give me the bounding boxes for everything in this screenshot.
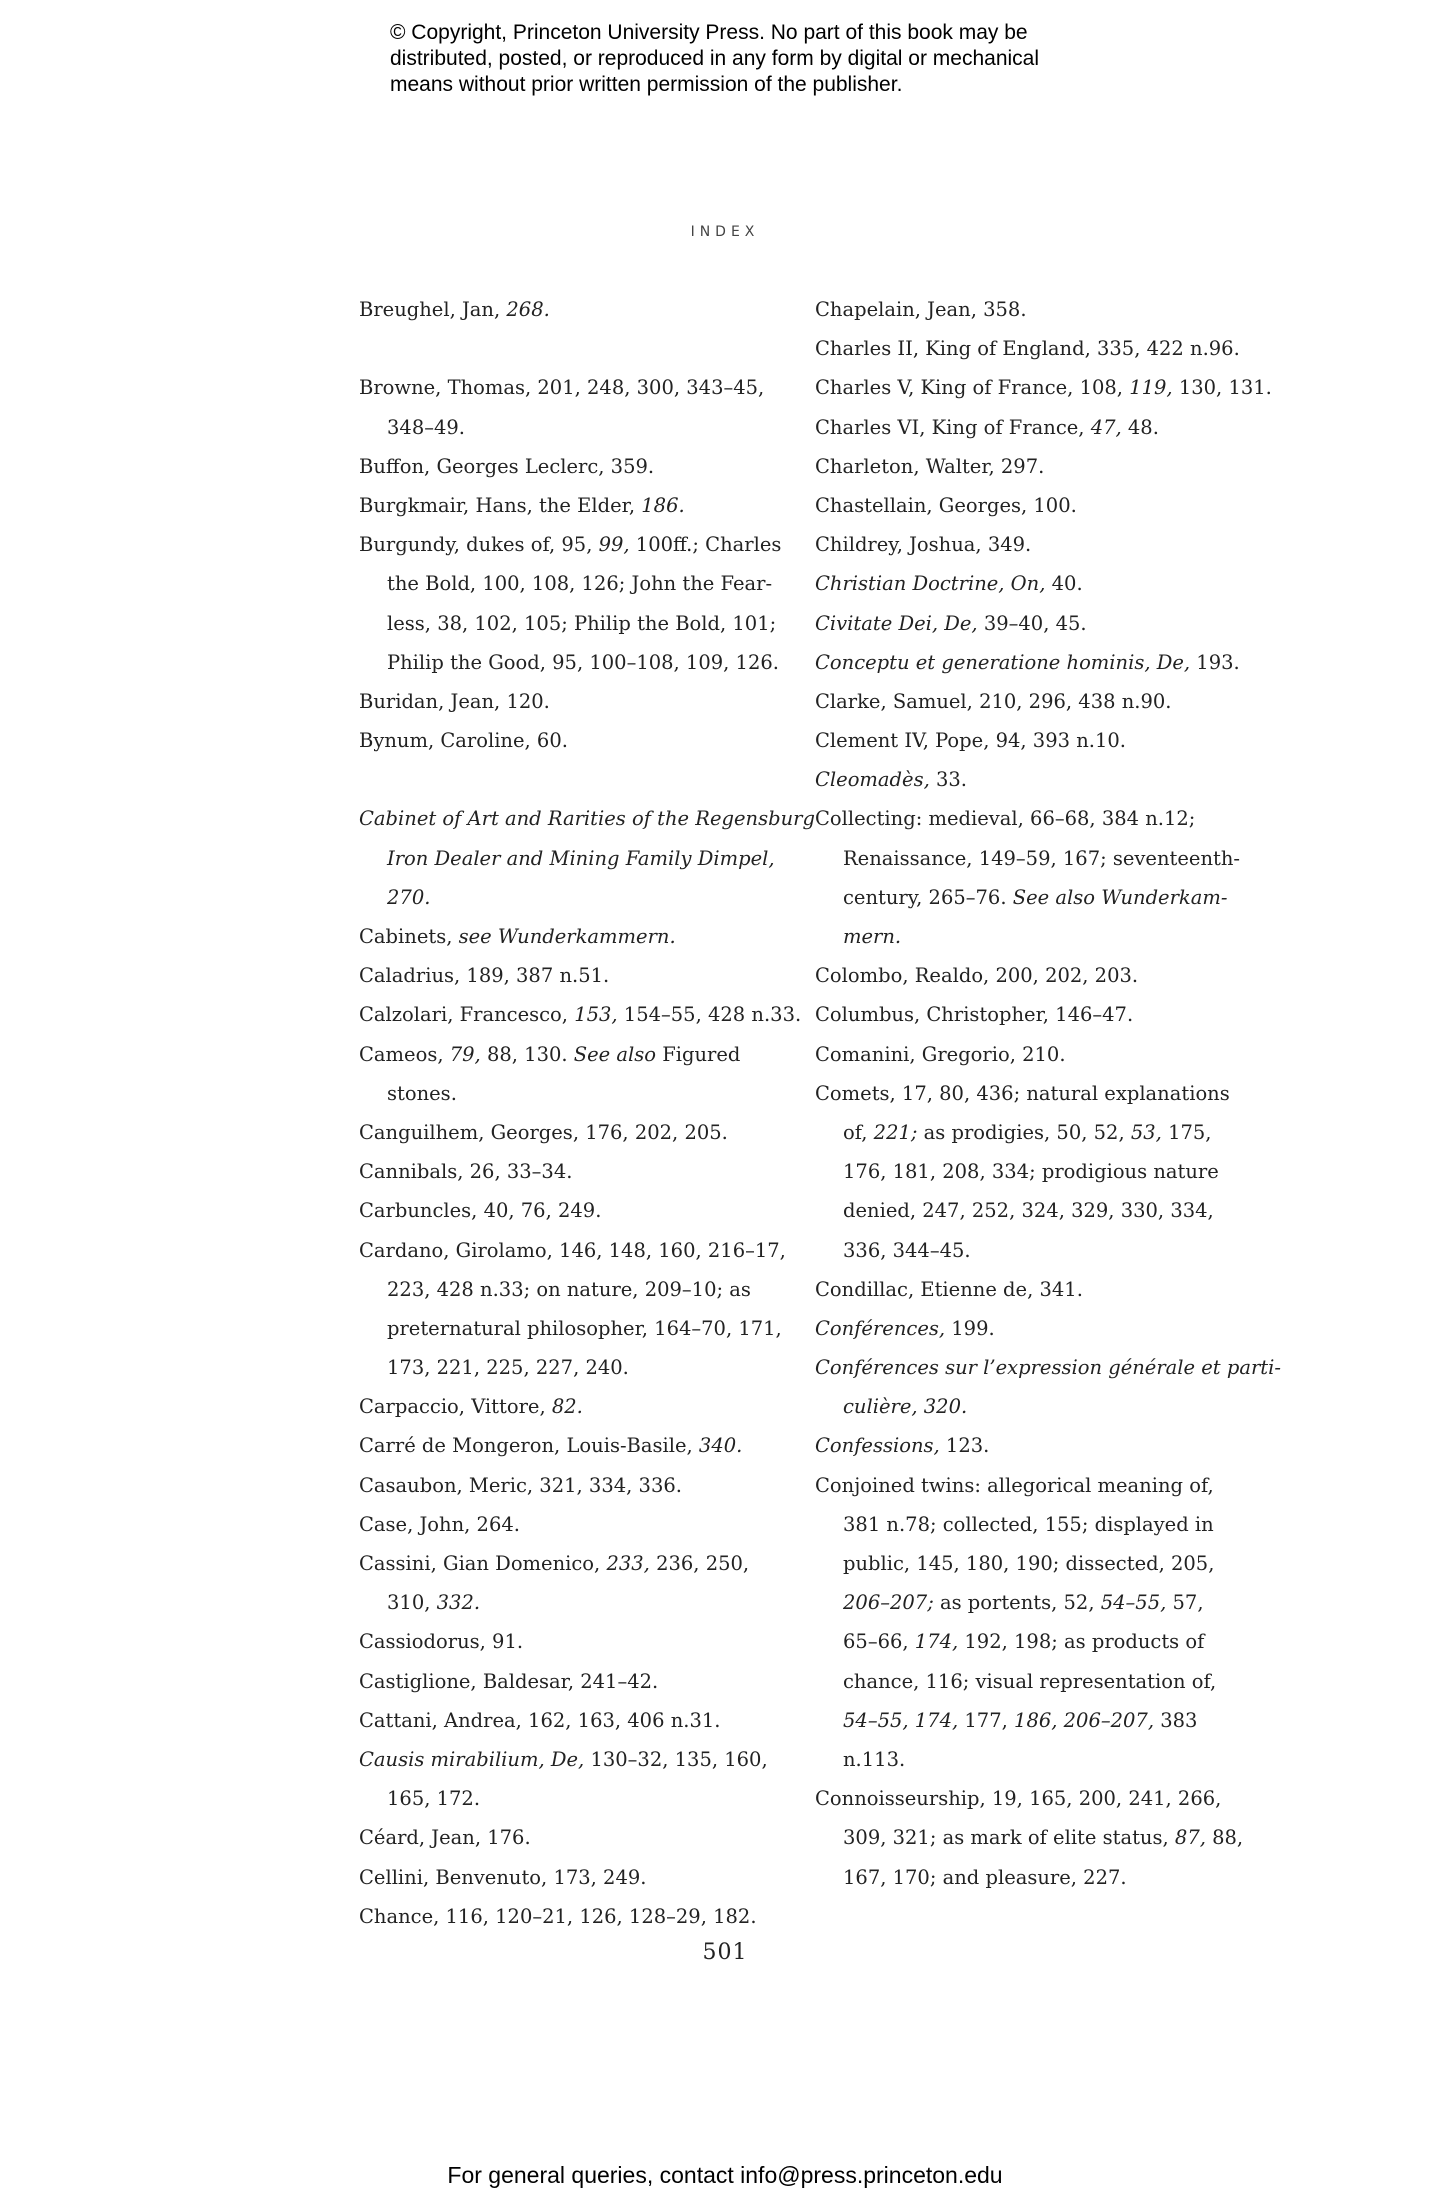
entry-gap: [359, 329, 779, 368]
index-text-segment: 383: [1154, 1708, 1198, 1732]
index-text-segment: Conférences sur l’expression générale et parti-: [815, 1356, 1281, 1380]
index-entry-line: [359, 1701, 779, 1740]
index-entry-continuation: [815, 1152, 1235, 1191]
index-entry-line: [359, 682, 779, 721]
index-text-segment: Confessions,: [815, 1434, 940, 1458]
index-text-segment: Clement IV, Pope, 94, 393 n.10.: [815, 729, 1126, 753]
index-entry-line: [815, 760, 1235, 799]
index-text-segment: 173, 221, 225, 227, 240.: [387, 1356, 629, 1380]
index-text-segment: public, 145, 180, 190; dissected, 205,: [843, 1552, 1215, 1575]
index-text-segment: 165, 172.: [387, 1787, 481, 1811]
index-text-segment: Iron Dealer and Mining Family Dimpel,: [387, 846, 775, 870]
index-text-segment: of,: [843, 1120, 874, 1144]
index-text-segment: 233,: [606, 1552, 650, 1575]
index-entry-line: [359, 368, 779, 407]
index-text-segment: Comets, 17, 80, 436; natural explanations: [815, 1081, 1230, 1105]
index-text-segment: 174,: [914, 1630, 959, 1654]
index-entry-line: [815, 604, 1235, 643]
index-text-segment: Carbuncles, 40, 76, 249.: [359, 1199, 602, 1223]
index-text-segment: Cellini, Benvenuto, 173, 249.: [359, 1865, 647, 1889]
index-entry-line: [815, 799, 1235, 838]
index-text-segment: Philip the Good, 95, 100–108, 109, 126.: [387, 650, 779, 674]
index-text-segment: Conférences,: [815, 1316, 946, 1340]
index-entry-line: [815, 447, 1235, 486]
index-text-segment: Carpaccio, Vittore,: [359, 1395, 552, 1419]
index-entry-continuation: [359, 604, 779, 643]
index-entry-continuation: [359, 1074, 779, 1113]
index-text-segment: Collecting: medieval, 66–68, 384 n.12;: [815, 807, 1196, 831]
index-entry-line: [359, 1191, 779, 1230]
index-entry-line: [815, 1035, 1235, 1074]
index-text-segment: Buffon, Georges Leclerc, 359.: [359, 454, 655, 478]
index-entry-continuation: [359, 839, 779, 878]
index-text-segment: 186.: [641, 493, 685, 517]
index-entry-line: [359, 1035, 779, 1074]
index-text-segment: century, 265–76.: [843, 885, 1013, 909]
index-entry-continuation: [359, 643, 779, 682]
index-text-segment: 223, 428 n.33; on nature, 209–10; as: [387, 1277, 751, 1301]
index-text-segment: Cassiodorus, 91.: [359, 1630, 524, 1654]
index-text-segment: 54–55,: [1100, 1591, 1167, 1615]
index-text-segment: 100ff.; Charles: [629, 533, 782, 557]
index-text-segment: 65–66,: [843, 1630, 915, 1654]
index-text-segment: 381 n.78; collected, 155; displayed in: [843, 1512, 1214, 1536]
index-entry-line: [815, 564, 1235, 603]
index-entry-continuation: [815, 917, 1235, 956]
copyright-notice: [390, 20, 1190, 98]
index-text-segment: Charles VI, King of France,: [815, 415, 1091, 439]
index-text-segment: 309, 321; as mark of elite status,: [843, 1826, 1175, 1850]
index-text-segment: See also Wunderkam-: [1012, 885, 1228, 909]
index-text-segment: 82.: [551, 1395, 583, 1419]
index-entry-continuation: [359, 1583, 779, 1622]
index-entry-continuation: [359, 878, 779, 917]
index-entry-line: [359, 1426, 779, 1465]
index-text-segment: 48.: [1121, 415, 1159, 439]
index-text-segment: 336, 344–45.: [843, 1238, 971, 1262]
index-text-segment: Cabinet of Art and Rarities of the Regensburg: [359, 807, 815, 831]
index-text-segment: 154–55, 428 n.33.: [617, 1003, 802, 1027]
index-entry-line: [359, 721, 779, 760]
index-entry-line: [359, 290, 779, 329]
index-entry-line: [815, 1074, 1235, 1113]
running-head: INDEX: [690, 224, 760, 240]
index-entry-continuation: [815, 1701, 1235, 1740]
index-entry-continuation: [815, 1113, 1235, 1152]
index-entry-line: [815, 995, 1235, 1034]
index-text-segment: Cleomadès,: [815, 768, 930, 792]
index-entry-line: [359, 799, 815, 838]
entry-gap: [359, 760, 779, 799]
index-text-segment: n.113.: [843, 1747, 906, 1771]
index-text-segment: less, 38, 102, 105; Philip the Bold, 101;: [387, 611, 777, 635]
index-text-segment: Charles II, King of England, 335, 422 n.96.: [815, 337, 1240, 361]
index-text-segment: 199.: [945, 1316, 995, 1340]
index-text-segment: 99,: [598, 533, 630, 557]
index-text-segment: 79,: [449, 1042, 481, 1066]
index-text-segment: Calzolari, Francesco,: [359, 1003, 575, 1027]
index-text-segment: Charles V, King of France, 108,: [815, 376, 1130, 400]
index-entry-line: [815, 682, 1235, 721]
index-text-segment: 192, 198; as products of: [958, 1630, 1205, 1654]
index-text-segment: 176, 181, 208, 334; prodigious nature: [843, 1160, 1219, 1184]
page-number: 501: [702, 1940, 748, 1965]
index-entry-line: [359, 1740, 779, 1779]
index-text-segment: mern.: [843, 925, 902, 948]
index-entry-line: [359, 1113, 779, 1152]
index-entry-line: [359, 956, 779, 995]
index-text-segment: Charleton, Walter, 297.: [815, 454, 1045, 478]
index-text-segment: Chapelain, Jean, 358.: [815, 298, 1027, 321]
index-text-segment: Columbus, Christopher, 146–47.: [815, 1003, 1134, 1027]
index-entry-continuation: [359, 1309, 782, 1348]
index-text-segment: 130, 131.: [1172, 376, 1272, 400]
index-entry-line: [359, 447, 779, 486]
index-entry-continuation: [815, 1544, 1235, 1583]
index-column-right: [815, 290, 1281, 1897]
index-text-segment: 54–55, 174,: [843, 1708, 959, 1732]
index-entry-line: [359, 995, 802, 1034]
index-text-segment: 175,: [1161, 1120, 1212, 1144]
index-text-segment: 221;: [873, 1120, 918, 1144]
index-entry-line: [815, 1466, 1235, 1505]
index-entry-continuation: [359, 1348, 779, 1387]
index-entry-line: [815, 1348, 1281, 1387]
index-text-segment: Conceptu et generatione hominis, De,: [815, 650, 1191, 674]
copyright-line: means without prior written permission of the publisher.: [390, 73, 903, 96]
index-entry-continuation: [359, 564, 779, 603]
index-text-segment: 88,: [1205, 1826, 1244, 1850]
index-entry-continuation: [815, 1858, 1235, 1897]
index-text-segment: 53,: [1130, 1120, 1162, 1144]
index-text-segment: Chastellain, Georges, 100.: [815, 493, 1077, 517]
index-text-segment: Cassini, Gian Domenico,: [359, 1552, 607, 1575]
index-entry-line: [359, 1622, 779, 1661]
index-entry-continuation: [815, 1387, 1235, 1426]
index-text-segment: as portents, 52,: [933, 1591, 1101, 1615]
index-text-segment: 130–32, 135, 160,: [584, 1747, 768, 1771]
index-text-segment: Connoisseurship, 19, 165, 200, 241, 266,: [815, 1787, 1222, 1811]
index-text-segment: 119,: [1129, 376, 1173, 400]
index-text-segment: 193.: [1190, 650, 1240, 674]
index-column-left: [359, 290, 815, 1936]
index-entry-line: [815, 1426, 1235, 1465]
index-text-segment: Comanini, Gregorio, 210.: [815, 1042, 1066, 1066]
index-entry-line: [359, 525, 782, 564]
index-text-segment: Causis mirabilium, De,: [359, 1747, 585, 1771]
index-text-segment: Buridan, Jean, 120.: [359, 689, 550, 713]
index-text-segment: Clarke, Samuel, 210, 296, 438 n.90.: [815, 689, 1172, 713]
index-text-segment: stones.: [387, 1081, 457, 1105]
index-text-segment: see Wunderkammern.: [458, 925, 676, 948]
index-text-segment: Christian Doctrine, On,: [815, 572, 1046, 596]
copyright-line: distributed, posted, or reproduced in any form by digital or mechanical: [390, 47, 1040, 70]
index-text-segment: 39–40, 45.: [977, 611, 1087, 635]
index-entry-line: [359, 1466, 779, 1505]
index-text-segment: Caladrius, 189, 387 n.51.: [359, 964, 610, 988]
index-text-segment: Conjoined twins: allegorical meaning of,: [815, 1473, 1214, 1497]
index-text-segment: 177,: [958, 1708, 1015, 1732]
index-entry-continuation: [815, 878, 1235, 917]
index-text-segment: Browne, Thomas, 201, 248, 300, 343–45,: [359, 376, 765, 400]
index-entry-continuation: [815, 1740, 1235, 1779]
index-text-segment: 340.: [698, 1434, 743, 1458]
index-text-segment: Colombo, Realdo, 200, 202, 203.: [815, 964, 1139, 988]
index-text-segment: Figured: [656, 1042, 741, 1066]
index-text-segment: 57,: [1166, 1591, 1204, 1615]
index-text-segment: Burgkmair, Hans, the Elder,: [359, 493, 642, 517]
index-text-segment: Renaissance, 149–59, 167; seventeenth-: [843, 846, 1240, 870]
index-entry-line: [359, 1387, 779, 1426]
index-entry-line: [815, 329, 1240, 368]
index-text-segment: 332.: [436, 1591, 481, 1615]
index-entry-line: [359, 1897, 779, 1936]
index-entry-line: [815, 290, 1235, 329]
index-entry-line: [815, 643, 1240, 682]
index-text-segment: 87,: [1174, 1826, 1206, 1850]
index-entry-continuation: [815, 1622, 1235, 1661]
index-text-segment: chance, 116; visual representation of,: [843, 1669, 1217, 1693]
index-text-segment: Carré de Mongeron, Louis-Basile,: [359, 1434, 699, 1458]
index-text-segment: Céard, Jean, 176.: [359, 1826, 531, 1850]
index-text-segment: preternatural philosopher, 164–70, 171,: [387, 1316, 782, 1340]
index-text-segment: Cannibals, 26, 33–34.: [359, 1160, 573, 1184]
index-text-segment: Case, John, 264.: [359, 1512, 520, 1536]
index-text-segment: 236, 250,: [649, 1552, 750, 1575]
index-text-segment: 348–49.: [387, 415, 465, 439]
index-entry-line: [359, 1544, 779, 1583]
index-text-segment: the Bold, 100, 108, 126; John the Fear-: [387, 572, 773, 596]
index-entry-continuation: [359, 1779, 779, 1818]
index-entry-continuation: [815, 1191, 1235, 1230]
index-entry-continuation: [815, 839, 1240, 878]
index-text-segment: Cabinets,: [359, 925, 459, 948]
index-text-segment: 186, 206–207,: [1014, 1708, 1155, 1732]
index-entry-line: [359, 486, 779, 525]
index-entry-continuation: [815, 1505, 1235, 1544]
index-entry-line: [359, 917, 779, 956]
index-entry-line: [359, 1818, 779, 1857]
index-entry-line: [359, 1152, 779, 1191]
index-entry-line: [815, 368, 1272, 407]
index-entry-line: [359, 1505, 779, 1544]
index-text-segment: as prodigies, 50, 52,: [917, 1120, 1131, 1144]
index-text-segment: 47,: [1090, 415, 1122, 439]
index-text-segment: Condillac, Etienne de, 341.: [815, 1277, 1083, 1301]
index-entry-continuation: [815, 1583, 1235, 1622]
index-entry-line: [815, 956, 1235, 995]
index-text-segment: Cardano, Girolamo, 146, 148, 160, 216–17,: [359, 1238, 786, 1262]
index-text-segment: 270.: [387, 885, 431, 909]
footer-contact: For general queries, contact info@press.princeton.edu: [447, 2162, 1003, 2188]
index-entry-line: [815, 721, 1235, 760]
index-entry-line: [359, 1662, 779, 1701]
index-text-segment: Canguilhem, Georges, 176, 202, 205.: [359, 1120, 728, 1144]
index-entry-line: [359, 1858, 779, 1897]
index-text-segment: 88, 130.: [480, 1042, 574, 1066]
index-entry-line: [815, 486, 1235, 525]
index-text-segment: denied, 247, 252, 324, 329, 330, 334,: [843, 1199, 1214, 1223]
index-text-segment: Childrey, Joshua, 349.: [815, 533, 1032, 557]
index-entry-line: [815, 1779, 1235, 1818]
index-text-segment: 167, 170; and pleasure, 227.: [843, 1865, 1127, 1889]
index-text-segment: Cattani, Andrea, 162, 163, 406 n.31.: [359, 1708, 721, 1732]
index-entry-continuation: [815, 1231, 1235, 1270]
index-text-segment: Civitate Dei, De,: [815, 611, 978, 635]
index-entry-continuation: [815, 1818, 1244, 1857]
index-entry-line: [815, 1309, 1235, 1348]
index-text-segment: 40.: [1045, 572, 1083, 596]
index-entry-line: [815, 1270, 1235, 1309]
index-text-segment: 320.: [923, 1395, 968, 1419]
index-text-segment: 310,: [387, 1591, 437, 1615]
index-text-segment: Breughel, Jan,: [359, 298, 507, 321]
index-text-segment: Chance, 116, 120–21, 126, 128–29, 182.: [359, 1904, 757, 1928]
index-text-segment: 153,: [574, 1003, 618, 1027]
index-text-segment: 268.: [506, 298, 550, 321]
copyright-line: © Copyright, Princeton University Press. No part of this book may be: [390, 21, 1028, 44]
index-text-segment: Burgundy, dukes of, 95,: [359, 533, 599, 557]
index-text-segment: Casaubon, Meric, 321, 334, 336.: [359, 1473, 682, 1497]
index-entry-line: [815, 525, 1235, 564]
index-entry-line: [359, 1231, 786, 1270]
index-entry-line: [815, 408, 1235, 447]
index-text-segment: 123.: [939, 1434, 990, 1458]
index-text-segment: See also: [573, 1042, 657, 1066]
index-text-segment: Castiglione, Baldesar, 241–42.: [359, 1669, 659, 1693]
index-text-segment: 33.: [929, 768, 968, 792]
index-text-segment: 206–207;: [843, 1591, 934, 1615]
index-text-segment: Bynum, Caroline, 60.: [359, 729, 568, 753]
index-entry-continuation: [359, 1270, 779, 1309]
index-text-segment: Cameos,: [359, 1042, 450, 1066]
index-entry-continuation: [359, 408, 779, 447]
index-text-segment: culière,: [843, 1395, 924, 1419]
index-entry-continuation: [815, 1662, 1235, 1701]
